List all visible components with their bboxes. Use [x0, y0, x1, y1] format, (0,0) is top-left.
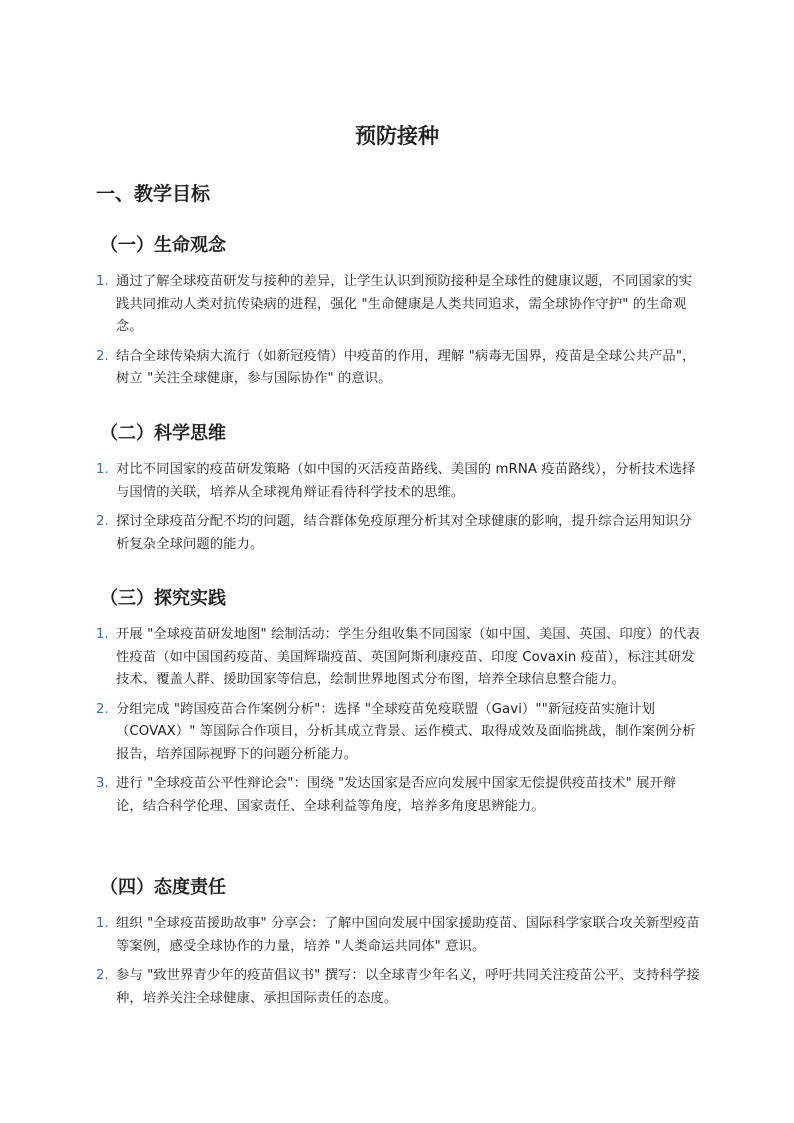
section-attitude-responsibility — [96, 875, 700, 1017]
list-item — [96, 459, 700, 504]
heading-teaching-goals: 一、教学目标 — [96, 183, 211, 205]
list-item — [96, 699, 700, 767]
list-number: 2. — [96, 514, 109, 529]
list-number: 1. — [96, 274, 109, 289]
list-item-text: 开展 "全球疫苗研发地图" 绘制活动：学生分组收集不同国家（如中国、美国、英国、印度）的代表性疫苗（如中国国药疫苗、美国辉瑞疫苗、英国阿斯利康疫苗、印度 Covaxin 疫苗），标注其研发技术、覆盖人群、援助国家等信息，绘制世界地图式分布图，培养全球信息整合能力。 — [116, 627, 700, 687]
list-number: 1. — [96, 916, 109, 931]
section-heading: （二）科学思维 — [100, 423, 226, 444]
section-heading: （一）生命观念 — [100, 235, 226, 256]
list-item-text: 组织 "全球疫苗援助故事" 分享会：了解中国向发展中国家援助疫苗、国际科学家联合攻关新型疫苗等案例，感受全球协作的力量，培养 "人类命运共同体" 意识。 — [116, 916, 700, 954]
numbered-list — [96, 913, 700, 1010]
list-item — [96, 913, 700, 958]
list-item-text: 进行 "全球疫苗公平性辩论会"：围绕 "发达国家是否应向发展中国家无偿提供疫苗技术" 展开辩论，结合科学伦理、国家责任、全球利益等角度，培养多角度思辨能力。 — [116, 776, 677, 814]
list-number: 1. — [96, 462, 109, 477]
section-heading: （三）探究实践 — [100, 588, 226, 609]
list-item — [96, 624, 700, 692]
list-item — [96, 773, 700, 818]
numbered-list — [96, 271, 700, 391]
list-item — [96, 511, 700, 556]
list-item-text: 对比不同国家的疫苗研发策略（如中国的灭活疫苗路线、美国的 mRNA 疫苗路线），分析技术选择与国情的关联，培养从全球视角辩证看待科学技术的思维。 — [116, 462, 696, 500]
numbered-list — [96, 624, 700, 818]
list-number: 2. — [96, 348, 109, 364]
list-item — [96, 346, 700, 391]
list-number: 2. — [96, 701, 109, 717]
list-item-text: 分组完成 "跨国疫苗合作案例分析"：选择 "全球疫苗免疫联盟（Gavi）""新冠疫苗实施计划（COVAX）" 等国际合作项目，分析其成立背景、运作模式、取得成效及面临挑战，制作案例分析报告，培养国际视野下的问题分析能力。 — [116, 701, 696, 762]
list-item — [96, 965, 700, 1010]
section-heading: （四）态度责任 — [100, 877, 226, 898]
list-item-text: 探讨全球疫苗分配不均的问题，结合群体免疫原理分析其对全球健康的影响，提升综合运用知识分析复杂全球问题的能力。 — [116, 514, 693, 552]
list-item-text: 参与 "致世界青少年的疫苗倡议书" 撰写：以全球青少年名义，呼吁共同关注疫苗公平、支持科学接种，培养关注全球健康、承担国际责任的态度。 — [116, 968, 700, 1006]
section-inquiry-practice — [96, 586, 700, 825]
list-number: 3. — [96, 776, 109, 791]
list-item-text: 结合全球传染病大流行（如新冠疫情）中疫苗的作用，理解 "病毒无国界，疫苗是全球公共产品"，树立 "关注全球健康，参与国际协作" 的意识。 — [116, 348, 696, 386]
list-item — [96, 271, 700, 339]
section-life-concept — [96, 233, 700, 398]
list-number: 1. — [96, 627, 109, 642]
document-title: 预防接种 — [355, 124, 439, 148]
list-number: 2. — [96, 968, 109, 983]
list-item-text: 通过了解全球疫苗研发与接种的差异，让学生认识到预防接种是全球性的健康议题，不同国家的实践共同推动人类对抗传染病的进程，强化 "生命健康是人类共同追求，需全球协作守护" 的生命观念。 — [116, 274, 693, 334]
section-scientific-thinking — [96, 421, 700, 563]
numbered-list — [96, 459, 700, 556]
